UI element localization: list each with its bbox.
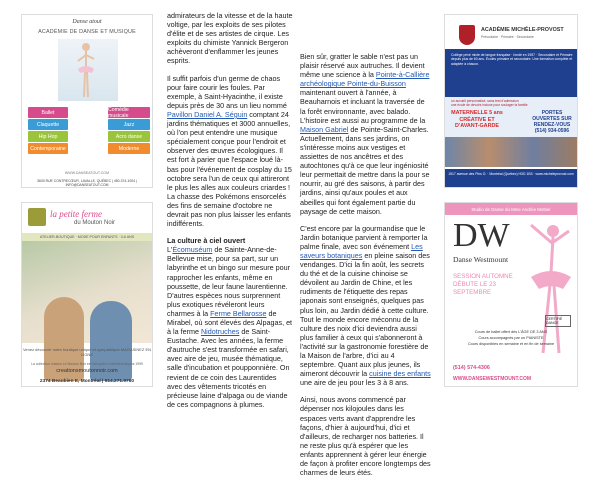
paragraph: Ainsi, nous avons commencé par dépenser nos kilojoules dans les espaces verts avant d'apprendre les façons, d'hier à aujourd'hui, d'ici et d'ailleurs, de recharger nos batteries. Il ne reste plus qu'à espérer que les enfants apprennent à gérer leur énergie de façon à profiter encore longtemps des charmes de leurs étés.	[300, 395, 431, 478]
text: comptant 24 jardins thématiques et 3000 annuelles, où l'on peut entendre une musique spécialement conçue pour l'endroit et observer des œuvres écologiques. Il est fort à parier que l'espace loué là-bas pour l'événement de cosplay du 15 octobre sera l'un de ceux qui attireront le plus les alles aux couleurs criardes ! La chasse des Pokémons ensorcelés des fins de semaine d'octobre ne devrait pas non plus laisser les enfants indifférents.	[167, 109, 292, 229]
text: C'est encore par la gourmandise que le Jardin botanique parvient à remporter la palme finale, avec son événement	[300, 223, 428, 251]
link-pavillon[interactable]: Pavillon Daniel A. Séguin	[167, 109, 248, 119]
pill-claquette: Claquette	[28, 119, 68, 130]
ad2-subtitle: du Mouton Noir	[74, 220, 116, 226]
ad1-academy: ACADÉMIE DE DANSE ET MUSIQUE	[38, 29, 136, 35]
pill-acro: Acro danse	[108, 131, 150, 142]
link-pointe-du-buisson[interactable]: Pointe-à-Callière archéologique Pointe-du-Buisson	[300, 70, 430, 89]
text: une aire de jeu pour les 3 à 8 ans.	[300, 378, 409, 388]
paragraph	[300, 224, 431, 388]
ad4-dw-logo: DW	[453, 217, 510, 254]
info-line: Cours de ballet offert dès L'ÂGE DE 3 ANS	[474, 330, 548, 334]
pill-ballet: Ballet	[28, 107, 68, 118]
ad2-title: la petite ferme	[50, 209, 102, 219]
text: Il suffit parfois d'un germe de chaos pour faire courir les foules. Par exemple, à Saint-Hyacinthe, il existe depuis près de 30 ans un lieu nommé	[167, 73, 287, 110]
ad-danse-atout[interactable]	[21, 14, 153, 188]
ad4-info	[445, 329, 577, 348]
ad-academie-michele-provost[interactable]	[444, 14, 578, 188]
ad2-photo	[22, 241, 152, 343]
ad1-web[interactable]: WWW.DANSEATOUT.COM	[64, 171, 110, 175]
pill-comedie: Comédie musicale	[108, 107, 150, 118]
pill-contemporaine: Contemporaine	[28, 143, 68, 154]
ad3-blue-band	[445, 49, 577, 97]
article-column-1	[167, 11, 293, 417]
ad2-band: ATELIER-BOUTIQUE · MODE POUR ENFANTS · 0-6 ANS	[22, 233, 152, 241]
text: de Sainte-Anne-de-Bellevue mise, pour sa part, sur un labyrinthe et un bingo sur mesure pour rapprocher les enfants, même en poussette, de leur faune laurentienne. D'autres espèces nous surprennent plus exotiques révéleront leurs charmes à la	[167, 245, 291, 318]
ad3-blue-text: Collège privé mixte de langue française · fondé en 1957 · Secondaire et Primaire depuis plus de 60 ans. Écoles primaire et secondaire. Une formation complète et adaptée à chacun.	[451, 53, 573, 66]
ad3-maternelle: MATERNELLE 5 ans CRÉATIVE ET D'AVANT-GARDE	[451, 110, 503, 129]
info-line: Cours disponibles en semaine et en fin de semaine	[467, 342, 555, 347]
crest-icon	[459, 25, 475, 45]
link-maison-gabriel[interactable]: Maison Gabriel	[300, 124, 349, 134]
info-line: Cours accompagnés par un PIANISTE	[478, 336, 544, 341]
text: Bien sûr, gratter le sable n'est pas un plaisir réservé aux autruches. Il devient même une science à la	[300, 52, 425, 80]
ad-petite-ferme[interactable]	[21, 202, 153, 387]
ad3-name: ACADÉMIE MICHÈLE-PROVOST	[481, 27, 564, 33]
text: L'	[167, 245, 173, 255]
link-ecomuseum[interactable]: Écomuséum	[172, 245, 213, 255]
ad1-logo: Danse atout	[72, 19, 102, 25]
ad2-web[interactable]: creationsmoutonnoir.com	[56, 368, 118, 374]
ad4-web[interactable]: WWW.DANSEWESTMOUNT.COM	[453, 376, 532, 382]
pill-moderne: Moderne	[108, 143, 150, 154]
ad4-phone[interactable]: (514) 574-4306	[453, 365, 490, 371]
paragraph	[167, 74, 293, 229]
ad4-name: Danse Westmount	[453, 255, 509, 264]
paragraph	[167, 245, 293, 409]
section-heading: La culture à ciel ouvert	[167, 236, 246, 246]
ad2-line1: Venez découvrir notre boutique unique et sympathique MAGASINEZ EN LIGNE	[22, 347, 152, 357]
ballerina-icon	[74, 41, 98, 99]
pill-jazz: Jazz	[108, 119, 150, 130]
ad2-line2: La collection maison Le Mouton Noir est fabriquée à Montréal depuis 1999	[31, 362, 143, 366]
ad1-address: 3600 RUE CONTRECŒUR, LAVALLE, QUÉBEC | 450-374-1004 | INFO@DANSEATOUT.COM	[37, 179, 137, 187]
ad3-address: 1517 avenue des Pins O. · Montréal (Québec) H3G 1B3 · www.micheleprovost.com	[445, 169, 577, 188]
text: de Mirabel, où sont élevés des Alpagas, et à la ferme	[167, 308, 293, 337]
feature-item: un accueil personnalisé, sans test d'admission	[451, 99, 519, 103]
ad3-photo	[445, 137, 577, 167]
ad3-sub: Préscolaire · Primaire · Secondaire	[481, 35, 534, 39]
ad-danse-westmount[interactable]	[444, 202, 578, 387]
pill-hiphop: Hip Hop	[28, 131, 68, 142]
text: en pleine saison des vendanges. D'ici la fin août, les secrets du thé et de la cuisine chinoise se dévoilent au Jardin de Chine, et les rudiments de l'étiquette des repas japonais sont enseignés, quelques pas plus loin, au Jardin dédié à cette culture. Tout le monde encore méconnu de la culture des noix d'ici deviendra aussi plus familier à ceux qui s'abonneront à l'activité sur la gastronomie forestière de la Maison de l'arbre, d'ici au 4 septembre. Quant aux plus jeunes, ils aimeront découvrir la	[300, 250, 430, 379]
link-cuisine-enfants[interactable]: cuisine des enfants	[369, 369, 431, 379]
text: de Pointe-Saint-Charles. Actuellement, dans ses jardins, on s'intéresse moins aux vestiges et assiettes de nos ancêtres et des autochtones qu'à ce que leur ingéniosité leur permettait de mettre dans la pour se nourrir, au gré des saisons, à partir des jardins, ainsi qu'aux poules et aux abeilles qui font également partie du paysage de cette maison.	[300, 124, 430, 216]
ad4-top: Studio de Danse du Mme Andrée Mottier	[445, 203, 577, 215]
ad4-session: SESSION AUTOMNE DÉBUTE LE 23 SEPTEMBRE	[453, 273, 513, 296]
link-nidotruches[interactable]: Nidotruches	[200, 327, 240, 337]
ad2-address: 2374 Beaubien E, Montréal | 514.271.9760	[39, 379, 135, 384]
paragraph	[300, 52, 431, 216]
paragraph: admirateurs de la vitesse et de la haute voltige, par les exploits de ses pilotes d'élite et de ses artistes de cirque. Les exploits du chimiste Yannick Bergeron achèveront d'enflammer les jeunes esprits.	[167, 11, 293, 66]
ad3-portes-ouvertes: PORTES OUVERTES SUR RENDEZ-VOUS (514) 934-0596	[532, 110, 572, 134]
text: de Saint-Eustache. Avec les années, la ferme d'autruche s'est transformée en safari, avec aire de jeu, musée thématique, salle d'incubation et poupponnière. On revient de ce coin des Laurentides avec des vêtements tricotés en précieuse laine d'alpaga ou de viande de ces compagnons à plumes.	[167, 327, 290, 409]
link-ferme-bellarosse[interactable]: Ferme Bellarosse	[210, 308, 267, 318]
article-column-2	[300, 52, 431, 485]
sheep-logo-icon	[28, 208, 46, 226]
ad4-cert-badge: CERTIFIÉ DANCE	[545, 315, 571, 327]
feature-item: une école de devoirs incluse pour soulager la famille	[451, 103, 528, 108]
link-saveurs-botaniques[interactable]: Les saveurs botaniques	[300, 241, 423, 260]
text: maintenant ouvert à l'année, à Beauharnois et incluant la traversée de la forêt environnante, avec balado. L'histoire est aussi au programme de la	[300, 88, 426, 125]
